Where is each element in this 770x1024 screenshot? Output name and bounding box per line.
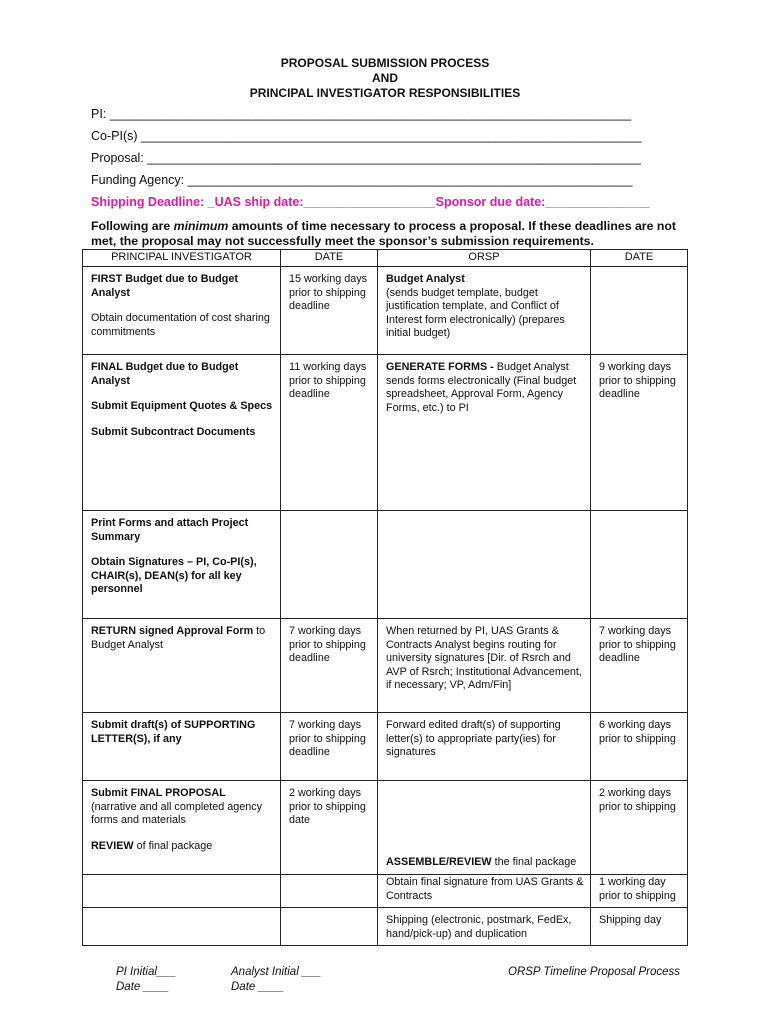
row4-pi-cell: RETURN signed Approval Form to Budget Analyst	[83, 619, 281, 713]
proposal-field[interactable]: Proposal: _______________________________________________________________________	[91, 151, 641, 165]
table-row	[83, 267, 688, 355]
analyst-initial-footer: Analyst Initial ___ Date ____	[231, 966, 322, 993]
row2-pi-cell: FINAL Budget due to Budget Analyst Submit Equipment Quotes & Specs Submit Subcontract Documents	[83, 355, 281, 511]
row1-pi-cell: FIRST Budget due to Budget Analyst Obtain documentation of cost sharing commitments	[83, 267, 281, 355]
row3-pi-cell: Print Forms and attach Project Summary Obtain Signatures – PI, Co-PI(s), CHAIR(s), DEAN(s) for all key personnel	[83, 511, 281, 619]
shipping-deadline-field[interactable]: Shipping Deadline: _UAS ship date:___________________Sponsor due date:_______________	[91, 195, 650, 209]
table-row	[83, 908, 688, 946]
row4-date-2: 7 working days prior to shipping deadline	[591, 619, 688, 713]
row7-date-2: 1 working day prior to shipping	[591, 875, 688, 908]
table-row	[83, 713, 688, 781]
table-row	[83, 511, 688, 619]
row1-date-2	[591, 267, 688, 355]
header-date: DATE	[281, 250, 378, 267]
row8-date-2: Shipping day	[591, 908, 688, 946]
pi-initial-footer: PI Initial___ Date ____	[116, 966, 177, 993]
header-orsp: ORSP	[378, 250, 591, 267]
funding-agency-field[interactable]: Funding Agency: ________________________________________________________________	[91, 173, 633, 187]
row8-orsp: Shipping (electronic, postmark, FedEx, hand/pick-up) and duplication	[378, 908, 591, 946]
table-header-row	[83, 250, 688, 267]
pi-field[interactable]: PI: ___________________________________________________________________________	[91, 107, 632, 121]
row2-date-2: 9 working days prior to shipping deadline	[591, 355, 688, 511]
header-pi: PRINCIPAL INVESTIGATOR	[83, 250, 281, 267]
copi-field[interactable]: Co-PI(s) ________________________________________________________________________	[91, 129, 642, 143]
table-row	[83, 619, 688, 713]
row6-orsp-cell: ASSEMBLE/REVIEW the final package	[378, 781, 591, 875]
row1-orsp-cell: Budget Analyst (sends budget template, budget justification template, and Conflict of Interest form electronically) (prepares initial budget)	[378, 267, 591, 355]
row4-orsp: When returned by PI, UAS Grants & Contracts Analyst begins routing for university signatures [Dir. of Rsrch and AVP of Rsrch; Institutional Advancement, if necessary; VP, Adm/Fin]	[378, 619, 591, 713]
deadline-notice: Following are minimum amounts of time necessary to process a proposal. If these deadlines are not met, the proposal may not successfully meet the sponsor’s submission requirements.	[91, 219, 676, 248]
row2-orsp-cell: GENERATE FORMS - Budget Analyst sends forms electronically (Final budget spreadsheet, Approval Form, Agency Forms, etc.) to PI	[378, 355, 591, 511]
row5-pi-cell: Submit draft(s) of SUPPORTING LETTER(S), if any	[83, 713, 281, 781]
row4-date: 7 working days prior to shipping deadline	[281, 619, 378, 713]
row6-date: 2 working days prior to shipping date	[281, 781, 378, 875]
row1-date: 15 working days prior to shipping deadline	[281, 267, 378, 355]
row2-date: 11 working days prior to shipping deadline	[281, 355, 378, 511]
row5-orsp: Forward edited draft(s) of supporting letter(s) to appropriate party(ies) for signatures	[378, 713, 591, 781]
row6-date-2: 2 working days prior to shipping	[591, 781, 688, 875]
row7-orsp: Obtain final signature from UAS Grants & Contracts	[378, 875, 591, 908]
row5-date-2: 6 working days prior to shipping	[591, 713, 688, 781]
table-row	[83, 355, 688, 511]
title-line-3: PRINCIPAL INVESTIGATOR RESPONSIBILITIES	[249, 86, 521, 100]
document-footer-title: ORSP Timeline Proposal Process	[508, 966, 681, 978]
title-line-1: PROPOSAL SUBMISSION PROCESS	[280, 56, 490, 70]
header-date-2: DATE	[591, 250, 688, 267]
table-row	[83, 875, 688, 908]
timeline-table	[82, 249, 688, 946]
row6-pi-cell: Submit FINAL PROPOSAL (narrative and all completed agency forms and materials REVIEW of final package	[83, 781, 281, 875]
table-row	[83, 781, 688, 875]
title-line-2: AND	[372, 71, 398, 85]
row5-date: 7 working days prior to shipping deadline	[281, 713, 378, 781]
